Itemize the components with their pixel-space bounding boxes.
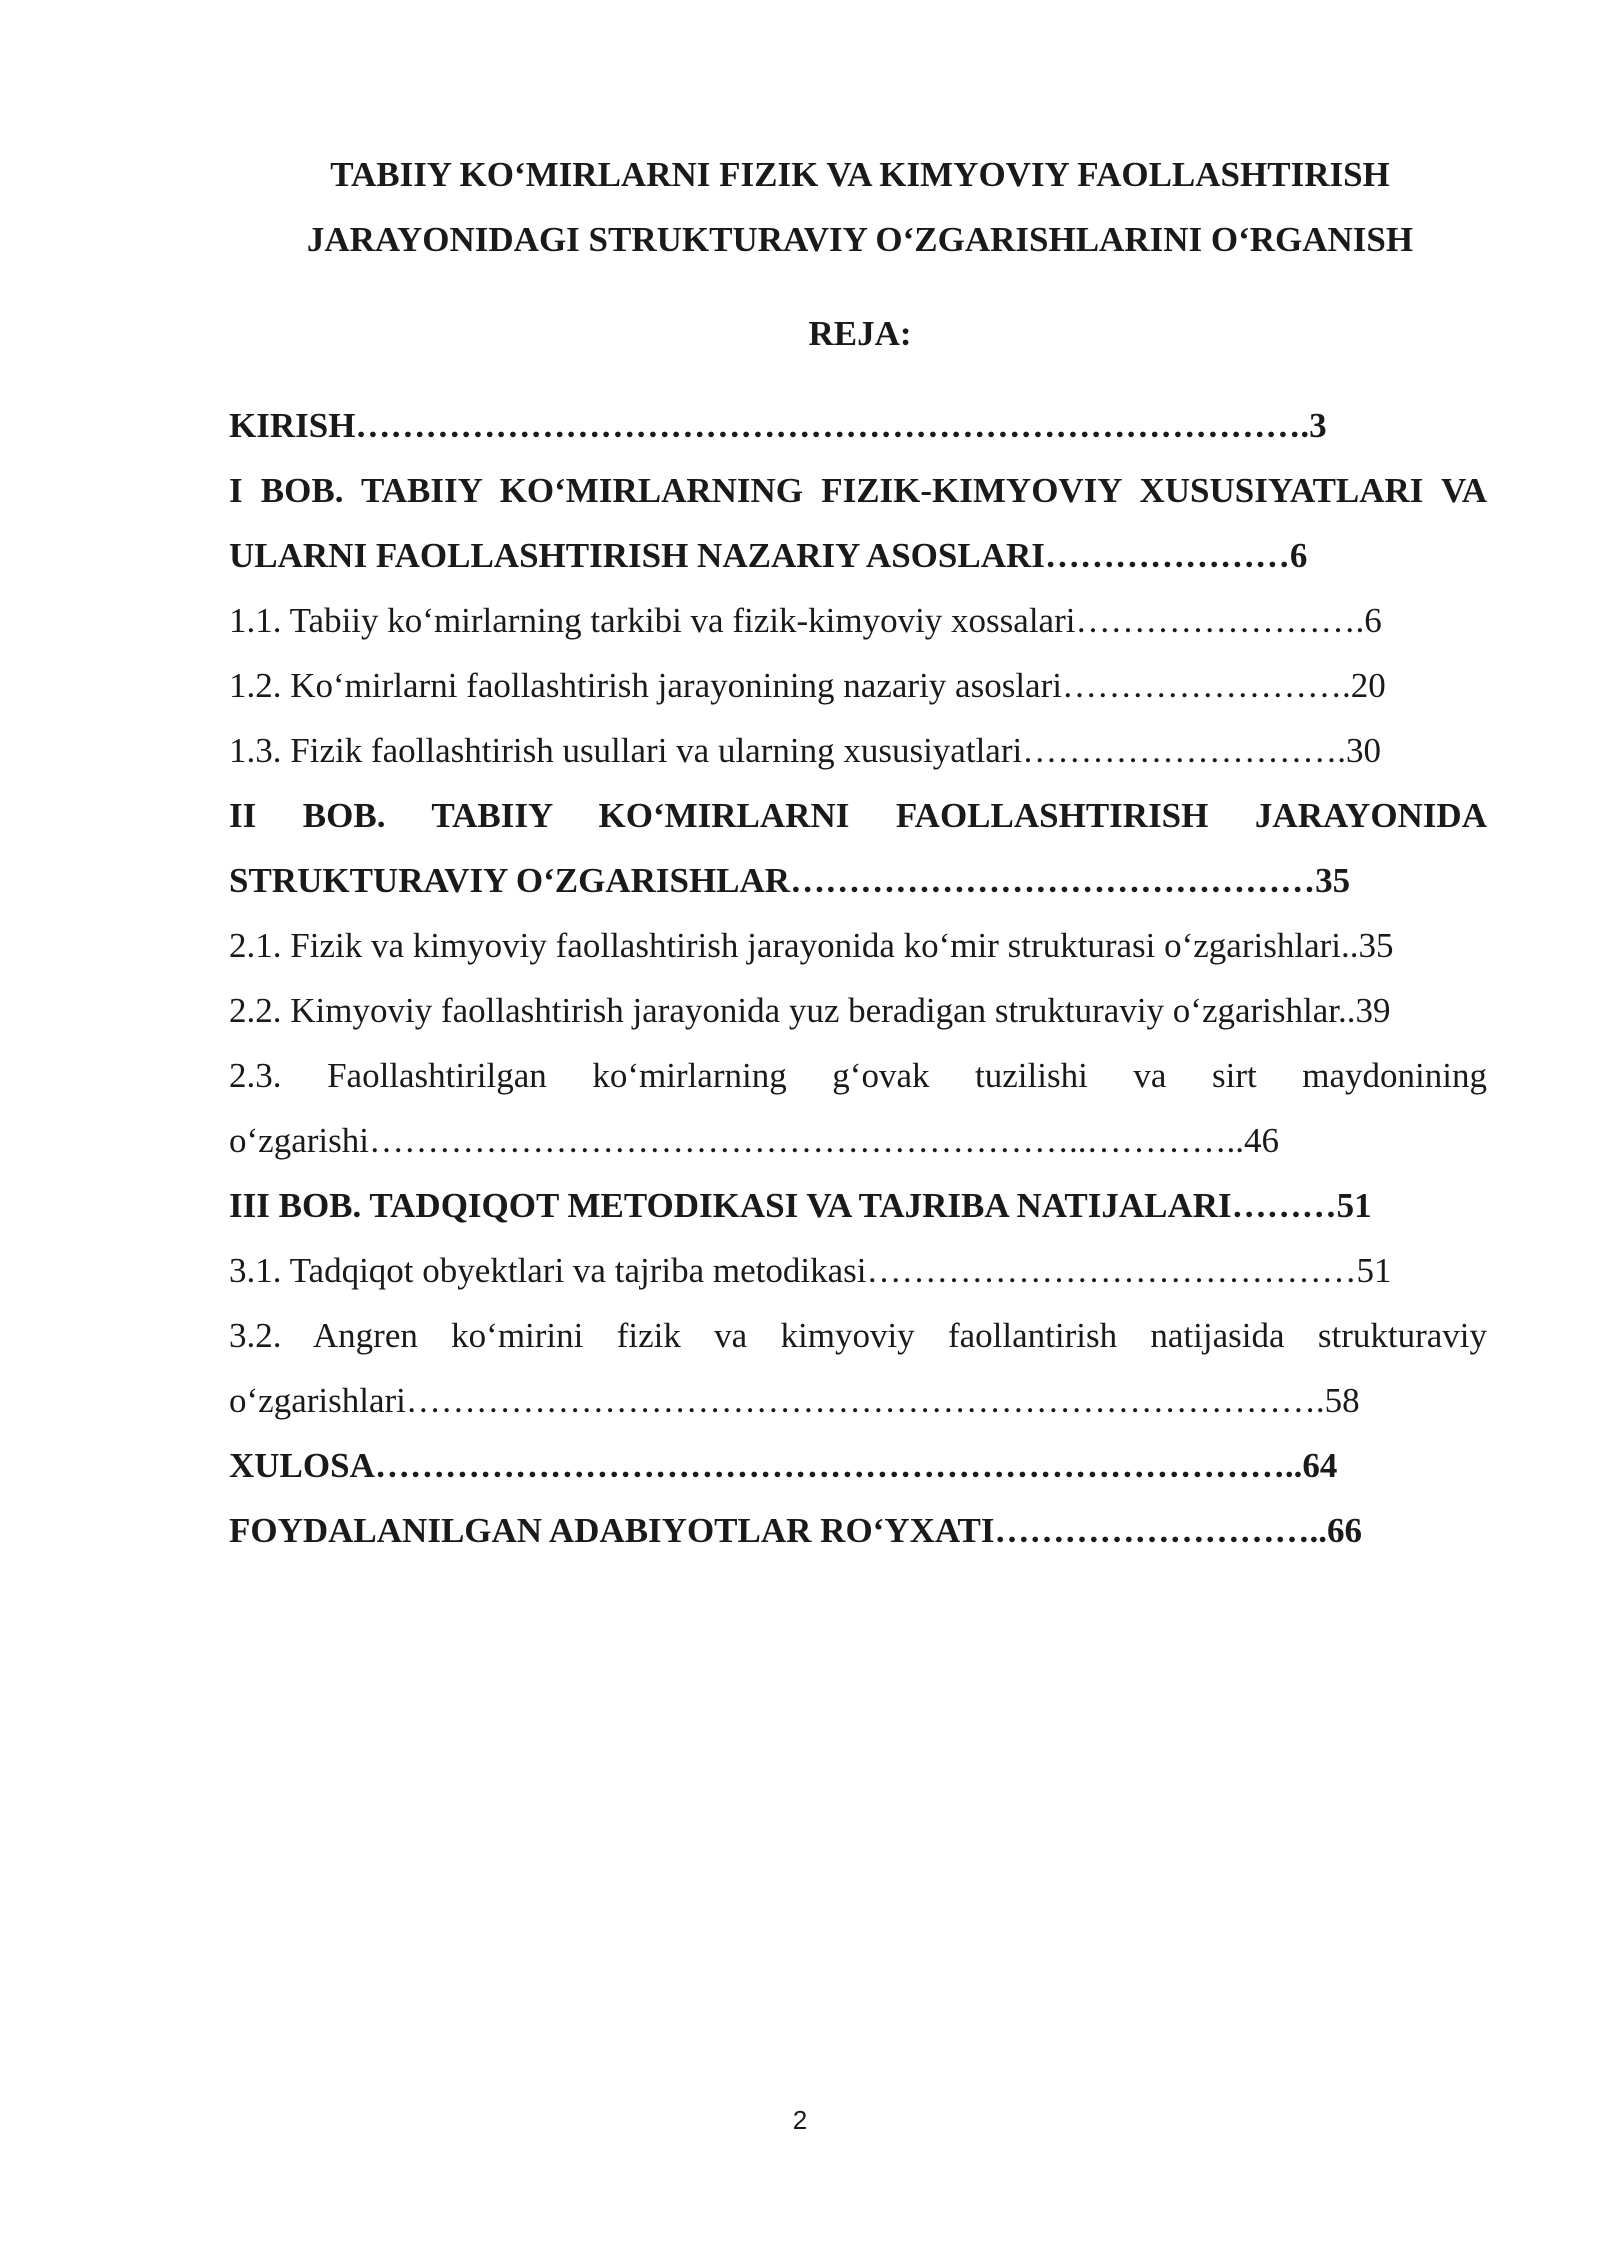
toc-entry-section-2-2: 2.2. Kimyoviy faollashtirish jarayonida yuz beradigan strukturaviy o‘zgarishlar..39 [229,991,1391,1030]
toc-entry-section-2-1: 2.1. Fizik va kimyoviy faollashtirish jarayonida ko‘mir strukturasi o‘zgarishlari..35 [229,926,1394,965]
toc-entry-section-2-3: 2.3. Faollashtirilgan ko‘mirlarning g‘ovak tuzilishi va sirt maydonining o‘zgarishi……………………………………………………..…………..46 [229,1056,1487,1160]
toc-entry-section-3-2: 3.2. Angren ko‘mirini fizik va kimyoviy faollantirish natijasida strukturaviy o‘zgarishlari…………………………………………………………………….58 [229,1316,1487,1420]
document-title: TABIIY KO‘MIRLARNI FIZIK VA KIMYOVIY FAOLLASHTIRISH JARAYONIDAGI STRUKTURAVIY O‘ZGARISHLARINI O‘RGANISH [306,155,1414,259]
toc-entry-chapter-3: III BOB. TADQIQOT METODIKASI VA TAJRIBA NATIJALARI………51 [229,1186,1372,1225]
table-of-contents [229,393,1487,1563]
toc-entry-section-1-3: 1.3. Fizik faollashtirish usullari va ularning xususiyatlari……………………….30 [229,731,1381,770]
page-number: 2 [792,2105,808,2135]
toc-entry-conclusion: XULOSA……………………………………………………………………..64 [229,1446,1338,1485]
toc-entry-section-1-2: 1.2. Ko‘mirlarni faollashtirish jarayonining nazariy asoslari…………………….20 [229,666,1386,705]
plan-heading: REJA: [808,314,912,353]
toc-entry-chapter-1: I BOB. TABIIY KO‘MIRLARNING FIZIK-KIMYOVIY XUSUSIYATLARI VA ULARNI FAOLLASHTIRISH NAZARIY ASOSLARI…………………6 [229,471,1487,575]
toc-entry-section-1-1: 1.1. Tabiiy ko‘mirlarning tarkibi va fizik-kimyoviy xossalari…………………….6 [229,601,1382,640]
toc-entry-references: FOYDALANILGAN ADABIYOTLAR RO‘YXATI………………………..66 [229,1511,1363,1550]
toc-entry-section-3-1: 3.1. Tadqiqot obyektlari va tajriba metodikasi……………………………………51 [229,1251,1392,1290]
toc-entry-chapter-2: II BOB. TABIIY KO‘MIRLARNI FAOLLASHTIRISH JARAYONIDA STRUKTURAVIY O‘ZGARISHLAR………………………………………35 [229,796,1487,900]
toc-entry-introduction: KIRISH……………………………………………………………………….3 [229,406,1327,445]
